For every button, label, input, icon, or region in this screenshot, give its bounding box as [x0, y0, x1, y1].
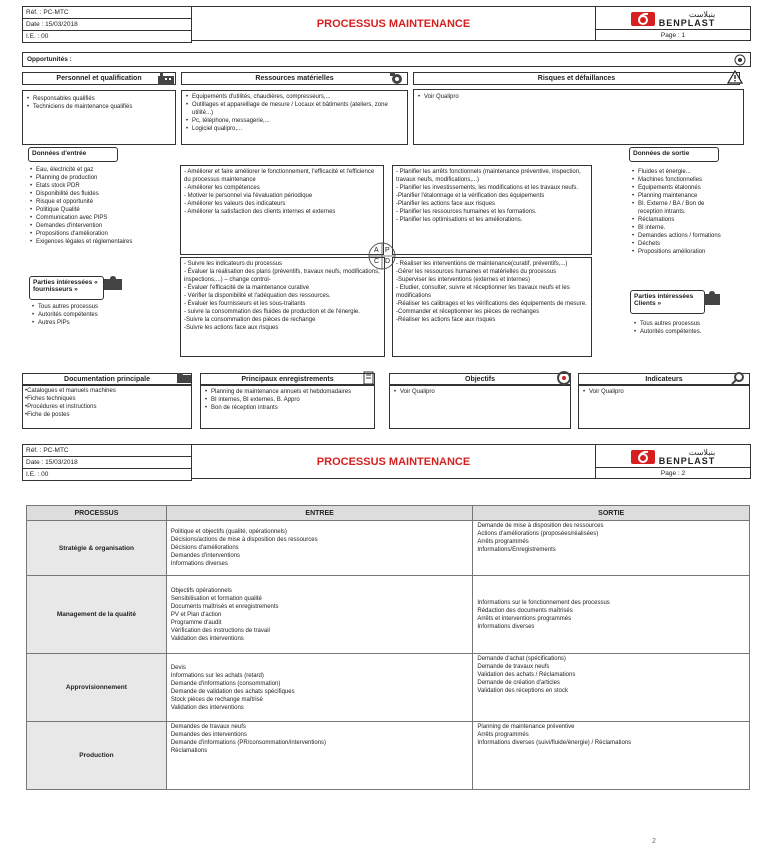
cell-line: Décisions d'améliorations [170, 545, 239, 551]
page2-header [22, 444, 751, 480]
company-logo [595, 444, 751, 468]
ressources-title: Ressources matérielles [255, 75, 334, 82]
puzzle-icon [103, 275, 123, 293]
cell-line: PV et Plan d'action [170, 611, 222, 618]
do-box [392, 257, 592, 357]
entree-cell [166, 654, 473, 722]
pdca-cycle-icon [366, 240, 398, 272]
risques-header [413, 72, 740, 85]
indicateurs-header [578, 373, 750, 385]
table-row [27, 521, 750, 576]
enregistrements-header [200, 373, 375, 385]
logo-arabic: بنبلاست [688, 9, 716, 19]
list-item: -Réaliser les actions face aux risques [396, 317, 496, 323]
fournisseurs-list [30, 303, 160, 327]
cell-line: Informations/Enregistrements [477, 547, 556, 553]
entree-cell [166, 722, 473, 790]
cell-line: Validation des achats / Réclamations [477, 672, 576, 678]
header-meta [22, 444, 192, 481]
table-header-row [27, 506, 750, 521]
list-item: • Voir Qualipro [424, 93, 741, 101]
list-item: - Planifier les optimisations et les améliorations. [396, 217, 523, 223]
factory-icon [157, 71, 175, 87]
list-item: • Politique Qualité [36, 206, 178, 214]
table-row [27, 722, 750, 790]
indicateurs-box [578, 385, 750, 429]
act-box [180, 165, 384, 255]
entree-cell [166, 576, 473, 654]
benplast-logo-icon [631, 450, 655, 464]
list-item: - Réaliser les interventions de maintenance(curatif, préventifs,...) [396, 261, 568, 267]
list-item: • Autorités compétentes [38, 311, 160, 319]
cell-line: Demandes de travaux neufs [170, 724, 246, 730]
cell-line: Demande de création d'articles [477, 680, 560, 686]
cell-line: Rédaction des documents maîtrisés [477, 607, 573, 614]
list-item: -Réaliser les calibrages et les vérifications des équipements de mesure. [396, 301, 587, 307]
pdca-c: C [374, 258, 380, 265]
list-item: -Superviser les interventions (externes et internes) [396, 277, 531, 283]
list-item: • Techniciens de maintenance qualifiés [33, 103, 173, 111]
fournisseurs-header [29, 276, 104, 300]
list-item: • Demandes d'intervention [36, 222, 178, 230]
list-item: • Outillages et appareillage de mesure / Locaux et bâtiments (ateliers, zone utilité...) [192, 101, 405, 117]
list-item: • Fluides et énergie... [638, 168, 755, 176]
process-name: Approvisionnement [27, 654, 167, 722]
list-item: -Planifier l'étalonnage et la vérification des équipements [396, 193, 545, 199]
list-item: • Bon de réception intrants [211, 404, 372, 412]
list-item: • Propositions d'amélioration [36, 230, 178, 238]
table-row [27, 654, 750, 722]
clients-header [630, 290, 705, 314]
ie-label: I.E. : 00 [23, 31, 192, 43]
cell-line: Demande d'informations (consommation) [170, 680, 281, 687]
list-item: - Planifier les ressources humaines et les formations. [396, 209, 537, 215]
list-item: • Machines fonctionnelles [638, 176, 755, 184]
list-item: • Eau, électricité et gaz [36, 166, 178, 174]
list-item: • Autres PIPs [38, 319, 160, 327]
list-item: • Equipements d'utilités, chaudières, compresseurs,... [192, 93, 405, 101]
list-item: • BI. Externe / BA / Bon de reception intrants. [638, 200, 728, 216]
cell-line: Décisions/actions de mise à disposition des ressources [170, 537, 318, 543]
clients-title: Parties intéressées Clients » [634, 293, 694, 307]
list-item: • Responsables qualifiés [33, 95, 173, 103]
cell-line: Informations diverses [170, 561, 228, 567]
header-meta [22, 6, 192, 43]
page-number: Page : 1 [595, 29, 751, 41]
page-number: Page : 2 [595, 467, 751, 479]
list-item: - Motiver le personnel via l'évaluation périodique [184, 193, 313, 199]
list-item: • Etats stock PDR [36, 182, 178, 190]
list-item: • Communication avec PIPS [36, 214, 178, 222]
entree-title: Données d'entrée [32, 150, 87, 157]
entree-header [28, 147, 118, 162]
column-header: ENTREE [166, 506, 473, 521]
fournisseurs-title: Parties intéressées « fournisseurs » [33, 279, 98, 293]
list-item: • Disponibilité des fluides [36, 190, 178, 198]
benplast-logo-icon [631, 12, 655, 26]
personnel-header [22, 72, 176, 85]
ref-label: Réf. : PC-MTC [23, 7, 192, 19]
sortie-cell [473, 654, 750, 722]
list-item: • Logiciel qualipro,... [192, 125, 405, 133]
objectifs-title: Objectifs [465, 376, 495, 383]
cell-line: Arrêts et interventions programmés [477, 615, 572, 622]
personnel-title: Personnel et qualification [56, 75, 142, 82]
pdca-p: P [385, 247, 390, 254]
cell-line: Demande de travaux neufs [477, 664, 550, 670]
cell-line: Demande d'informations (PR/consommation/interventions) [170, 740, 327, 746]
opportunites-bar [22, 52, 751, 67]
list-item: - Améliorer et faire améliorer le fonctionnement, l'efficacité et l'efficience du processus maintenance [184, 169, 375, 183]
cell-line: Validation des réceptions en stock [477, 688, 568, 694]
cell-line: Informations sur les achats (retard) [170, 672, 264, 679]
list-item: • Tous autres processus [640, 320, 752, 328]
list-item: • Voir Qualipro [400, 388, 568, 396]
ressources-box [181, 90, 408, 145]
documentation-header [22, 373, 192, 385]
list-item: • Propositions amélioration [638, 248, 755, 256]
list-item: • Exigences légales et réglementaires [36, 238, 136, 246]
cell-line: Devis [170, 664, 186, 671]
documentation-title: Documentation principale [64, 376, 150, 383]
cell-line: Demandes d'interventions [170, 553, 241, 559]
cell-line: Programme d'audit [170, 619, 222, 626]
pdca-a: A [374, 247, 379, 254]
list-item: -Commander et réceptionner les pièces de rechanges [396, 309, 540, 315]
company-logo [595, 6, 751, 30]
list-item: • Voir Qualipro [589, 388, 747, 396]
list-item: • Planning de production [36, 174, 178, 182]
objectifs-header [389, 373, 571, 385]
list-item: •Procédures et instructions [25, 404, 97, 410]
ref-label: Réf. : PC-MTC [23, 445, 192, 457]
plan-box [392, 165, 592, 255]
list-item: - Évaluer les fournisseurs et les sous-traitants [184, 301, 306, 307]
puzzle-icon [703, 290, 721, 308]
entree-list [28, 166, 178, 246]
column-header: PROCESSUS [27, 506, 167, 521]
logo-name: BENPLAST [658, 455, 716, 466]
list-item: •Fiche de postes [25, 412, 70, 418]
cell-line: Stock pièces de rechange maîtrisé [170, 696, 263, 703]
enregistrements-box [200, 385, 375, 429]
cell-line: Demande de validation des achats spécifiques [170, 688, 295, 695]
cell-line: Demande de mise à disposition des ressources [477, 523, 604, 529]
list-item: - Planifier les arrêts fonctionnels (maintenance préventive, inspection, travaux neufs, modifications,...) [396, 169, 581, 183]
list-item: -Gérer les ressources humaines et matérielles du processus [396, 269, 557, 275]
cell-line: Arrêts programmés [477, 732, 529, 738]
sortie-list [630, 168, 755, 256]
risques-title: Risques et défaillances [537, 75, 616, 82]
enregistrements-title: Principaux enregistrements [241, 376, 334, 383]
list-item: - Améliorer les compétences [184, 185, 260, 191]
list-item: • Tous autres processus [38, 303, 160, 311]
entree-cell [166, 521, 473, 576]
list-item: - suivre la consommation des fluides de production et de l'énergie. [184, 309, 360, 315]
process-name: Production [27, 722, 167, 790]
cell-line: Informations sur le fonctionnement des processus [477, 599, 610, 606]
list-item: -Suivre la consommation des pièces de rechange [184, 317, 316, 323]
process-name: Management de la qualité [27, 576, 167, 654]
date-label: Date : 15/03/2018 [23, 457, 192, 469]
list-item: • BI internes, BI externes, B. Appro [211, 396, 372, 404]
folder-icon [176, 370, 192, 386]
list-item: • Réclamations [638, 216, 755, 224]
ressources-header [181, 72, 408, 85]
list-item: - Etudier, consulter, suivre et réceptionner les travaux neufs et les modifications [396, 285, 570, 299]
warning-icon [727, 70, 743, 86]
sortie-cell [473, 576, 750, 654]
list-item: - Planifier les investissements, les modifications et les travaux neufs. [396, 185, 579, 191]
list-item: • Planning de maintenance annuels et hebdomadaires [211, 388, 372, 396]
cell-line: Arrêts programmés [477, 539, 529, 545]
cell-line: Planning de maintenance préventive [477, 724, 575, 730]
list-item: •Catalogues et manuels machines [25, 388, 116, 394]
column-header: SORTIE [473, 506, 750, 521]
list-item: • Demandes actions / formations [638, 232, 728, 240]
process-io-table [26, 505, 750, 790]
list-item: •Fiches techniques [25, 396, 76, 402]
list-item: - Améliorer les valeurs des indicateurs [184, 201, 286, 207]
list-item: • Pc, téléphone, messagerie,... [192, 117, 405, 125]
list-item: • Equipements étalonnés [638, 184, 755, 192]
sortie-title: Données de sortie [633, 150, 690, 157]
list-item: • BI interne. [638, 224, 755, 232]
list-item: • Risque et opportunité [36, 198, 178, 206]
cell-line: Demandes des interventions [170, 732, 247, 738]
cell-line: Politique et objectifs (qualité, opérationnels) [170, 529, 287, 535]
clients-list [632, 320, 752, 336]
sortie-cell [473, 722, 750, 790]
cell-line: Validation des interventions [170, 635, 244, 642]
indicateurs-title: Indicateurs [645, 376, 683, 383]
ie-label: I.E. : 00 [23, 469, 192, 481]
check-box [180, 257, 385, 357]
logo-name: BENPLAST [658, 17, 716, 28]
list-item: • Autorités compétentes. [640, 328, 752, 336]
cell-line: Informations diverses [477, 623, 535, 630]
objectifs-box [389, 385, 571, 429]
page1-header [22, 6, 751, 42]
list-item: - Évaluer la réalisation des plans (préventifs, travaux neufs, modifications, inspections,...) – change control- [184, 269, 380, 283]
risques-box [413, 89, 744, 145]
pdca-d: D [385, 258, 391, 265]
cell-line: Validation des interventions [170, 704, 244, 711]
cell-line: Objectifs opérationnels [170, 587, 232, 594]
list-item: - Évaluer l'efficacité de la maintenance curative [184, 285, 310, 291]
list-item: • Déchets [638, 240, 755, 248]
cell-line: Réclamations [170, 748, 208, 754]
list-item: -Suivre les actions face aux risques [184, 325, 279, 331]
list-item: -Planifier les actions face aux risques [396, 201, 496, 207]
list-item: - Suivre les indicateurs du processus [184, 261, 283, 267]
tools-icon [389, 71, 405, 87]
footer-page-number: 2 [652, 838, 656, 845]
cell-line: Informations diverses (suivi/fluide/énergie) / Réclamations [477, 740, 632, 746]
table-row [27, 576, 750, 654]
cell-line: Sensibilisation et formation qualité [170, 595, 262, 602]
sortie-cell [473, 521, 750, 576]
date-label: Date : 15/03/2018 [23, 19, 192, 31]
list-item: - Vérifier la disponibilité et l'adéquation des ressources. [184, 293, 331, 299]
personnel-box [22, 90, 176, 145]
cell-line: Actions d'améliorations (proposées/réalisées) [477, 531, 599, 537]
page-title: PROCESSUS MAINTENANCE [191, 6, 596, 41]
logo-arabic: بنبلاست [688, 447, 716, 457]
page-title: PROCESSUS MAINTENANCE [191, 444, 596, 479]
sun-icon [734, 54, 746, 68]
documentation-box [22, 385, 192, 429]
process-name: Stratégie & organisation [27, 521, 167, 576]
list-item: • Planning maintenance [638, 192, 755, 200]
cell-line: Documents maîtrisés et enregistrements [170, 603, 279, 610]
opportunites-label: Opportunités : [27, 56, 72, 63]
sortie-header [629, 147, 719, 162]
cell-line: Demande d'achat (spécifications) [477, 656, 566, 662]
list-item: - Améliorer la satisfaction des clients internes et externes [184, 209, 336, 215]
cell-line: Vérification des instructions de travail [170, 627, 270, 634]
